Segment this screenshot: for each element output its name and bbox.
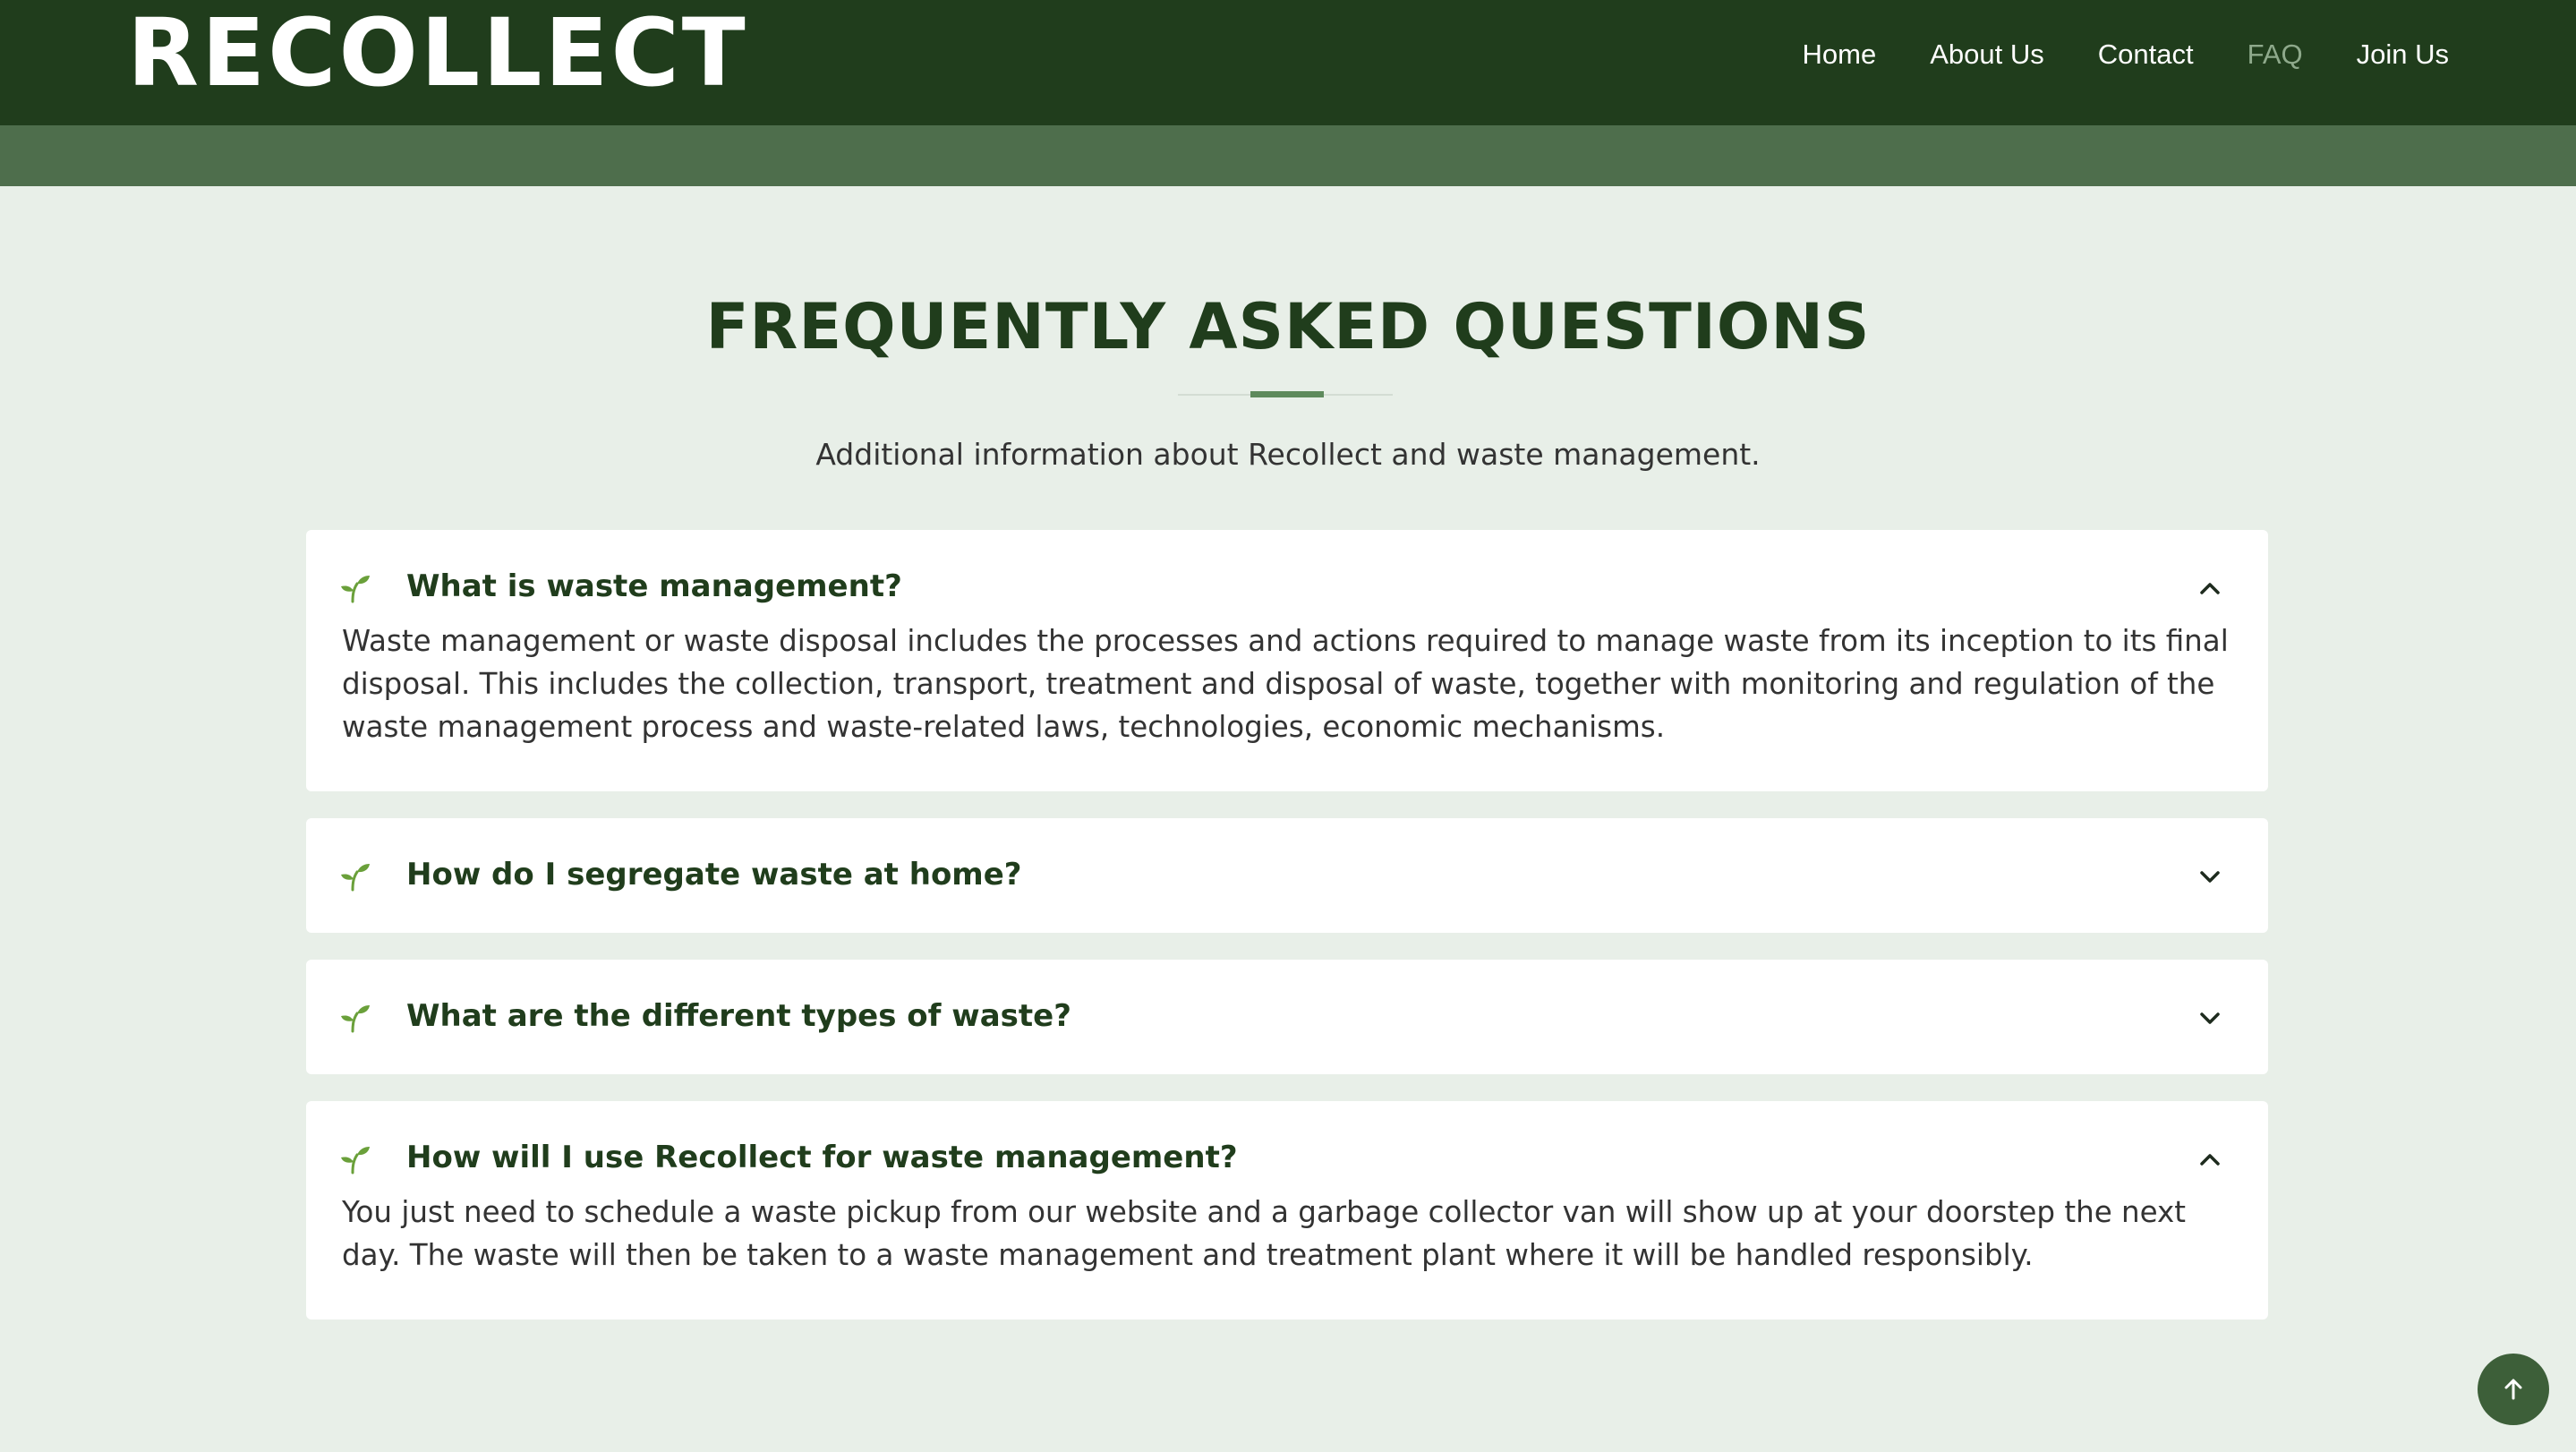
nav-home[interactable]: Home <box>1802 38 1877 70</box>
faq-answer: You just need to schedule a waste pickup from our website and a garbage collector van will show up at your doorstep the next day. The waste will then be taken to a waste management and treatment plant where it will be handled responsibly. <box>342 1195 2187 1272</box>
logo[interactable]: RECOLLECT <box>127 0 748 107</box>
faq-question: What is waste management? <box>406 568 902 604</box>
sprout-icon <box>340 861 371 892</box>
sprout-icon <box>340 1144 371 1174</box>
faq-question: What are the different types of waste? <box>406 998 1071 1034</box>
nav-contact[interactable]: Contact <box>2097 38 2194 70</box>
faq-answer: Waste management or waste disposal includes the processes and actions required to manage waste from its inception to its final disposal. This includes the collection, transport, treatment and disposal of waste, together with monitoring and regulation of the waste management process and waste-related laws, technologies, economic mechanisms. <box>342 624 2229 744</box>
chevron-up-icon <box>2196 1146 2223 1173</box>
faq-item <box>306 960 2268 1074</box>
chevron-down-icon <box>2196 863 2223 890</box>
faq-question-toggle[interactable] <box>306 818 2268 931</box>
sprout-icon <box>340 1003 371 1033</box>
faq-item <box>306 530 2268 791</box>
page-title: FREQUENTLY ASKED QUESTIONS <box>705 290 1871 363</box>
nav-join-us[interactable]: Join Us <box>2356 38 2449 70</box>
back-to-top-button[interactable] <box>2478 1354 2549 1425</box>
nav-about-us[interactable]: About Us <box>1930 38 2044 70</box>
main-nav <box>1803 34 2449 75</box>
chevron-down-icon <box>2196 1004 2223 1031</box>
faq-item <box>306 818 2268 933</box>
faq-item <box>306 1101 2268 1320</box>
site-header <box>0 0 2576 125</box>
chevron-up-icon <box>2196 575 2223 602</box>
faq-question: How will I use Recollect for waste management? <box>406 1140 1238 1175</box>
header-subbar <box>0 125 2576 186</box>
title-divider-accent <box>1250 391 1324 397</box>
page-subtitle: Additional information about Recollect and waste management. <box>815 437 1761 472</box>
nav-faq[interactable]: FAQ <box>2247 38 2303 70</box>
faq-question-toggle[interactable] <box>306 960 2268 1072</box>
sprout-icon <box>340 573 371 603</box>
faq-question: How do I segregate waste at home? <box>406 857 1022 893</box>
arrow-up-icon <box>2498 1374 2529 1405</box>
